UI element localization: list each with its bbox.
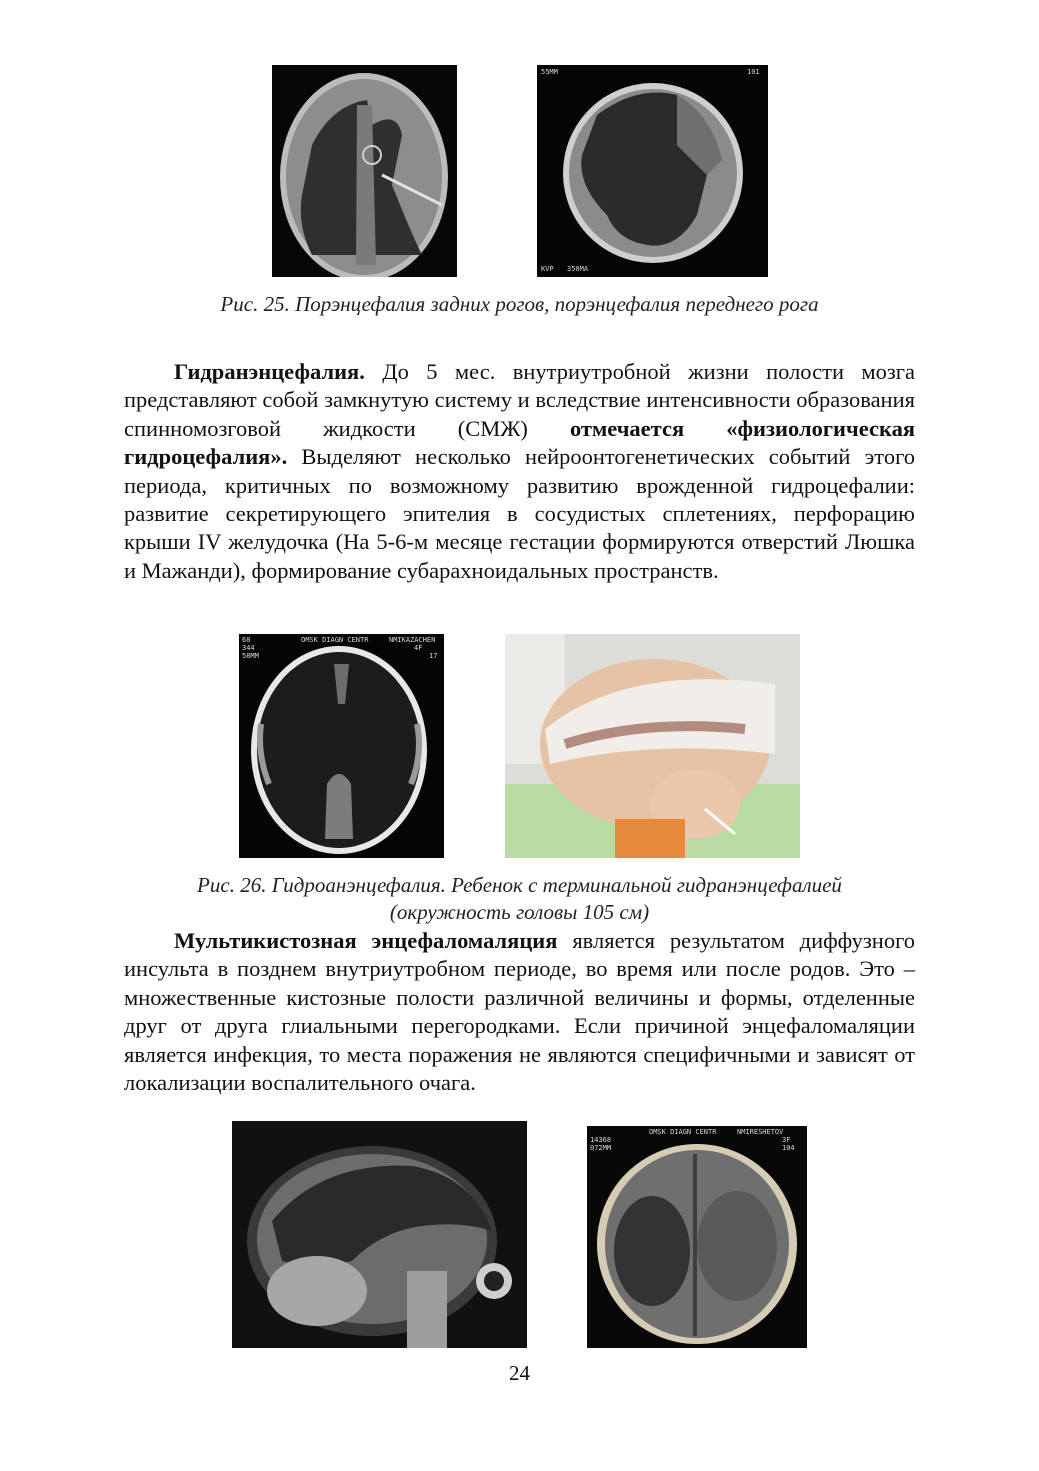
scan-label: 55MM	[541, 68, 558, 76]
scan-label: NMIKAZACHEN	[389, 636, 436, 644]
figure-25-ct-right	[537, 65, 768, 277]
figure-27-ct	[587, 1126, 807, 1348]
scan-label: 101	[747, 68, 760, 76]
paragraph-text: является результатом диффузного инсульта в позднем внутриутробном периоде, во время или после родов. Это – множественные кистозные полости различной величины и формы, отделенные друг от друга глиальными перегородками. Если причиной энцефаломаляции является инфекция, то места поражения не являются специфичными и зависят от локализации воспалительного очага.	[124, 928, 915, 1096]
scan-label: OMSK DIAGN CENTR	[301, 636, 369, 644]
scan-label: KVP	[541, 265, 554, 273]
scan-label: 3F	[782, 1136, 791, 1144]
scan-label: 14368	[590, 1136, 612, 1144]
term-hydranencephaly: Гидранэнцефалия.	[174, 359, 365, 384]
scan-label: 104	[782, 1144, 795, 1152]
figure-27-mri	[232, 1121, 527, 1348]
figure-26-photo	[505, 634, 800, 858]
scan-label: 072MM	[590, 1144, 612, 1152]
scan-label: 350MA	[567, 265, 589, 273]
figure-25-caption: Рис. 25. Порэнцефалия задних рогов, порэнцефалия переднего рога	[220, 292, 819, 316]
paragraph-hydranencephaly	[124, 358, 915, 585]
scan-label: 68	[242, 636, 251, 644]
scan-label: NMIRESHETOV	[737, 1128, 784, 1136]
scan-label: 17	[429, 652, 438, 660]
term-multicystic-encephalomalacia: Мультикистозная энцефаломаляция	[174, 928, 558, 953]
figure-26-caption-line1: Рис. 26. Гидроанэнцефалия. Ребенок с терминальной гидранэнцефалией	[197, 873, 842, 897]
paragraph-text: До 5 мес. внутриутробной жизни полости мозга представляют собой замкнутую систему и вследствие интенсивности образования спинномозговой жидкости (СМЖ)	[124, 359, 915, 441]
term-physiological-hydrocephalus: отмечается «физиологическая гидроцефалия».	[124, 415, 915, 470]
scan-label: OMSK DIAGN CENTR	[649, 1128, 717, 1136]
figure-26-caption-line2: (окружность головы 105 см)	[389, 900, 650, 924]
scan-label: 58MM	[242, 652, 259, 660]
paragraph-encephalomalacia	[124, 927, 915, 1097]
scan-label: 344	[242, 644, 255, 652]
page-number: 24	[509, 1361, 530, 1385]
paragraph-text: Выделяют несколько нейроонтогенетических событий этого периода, критичных по возможному развитию врожденной гидроцефалии: развитие секретирующего эпителия в сосудистых сплетениях, перфорацию крыши IV желудочка (На 5-6-м месяце гестации формируются отверстий Люшка и Мажанди), формирование субарахноидальных пространств.	[124, 444, 915, 583]
figure-25-ct-left	[272, 65, 457, 277]
figure-26-ct	[239, 634, 444, 858]
scan-label: 4F	[414, 644, 423, 652]
